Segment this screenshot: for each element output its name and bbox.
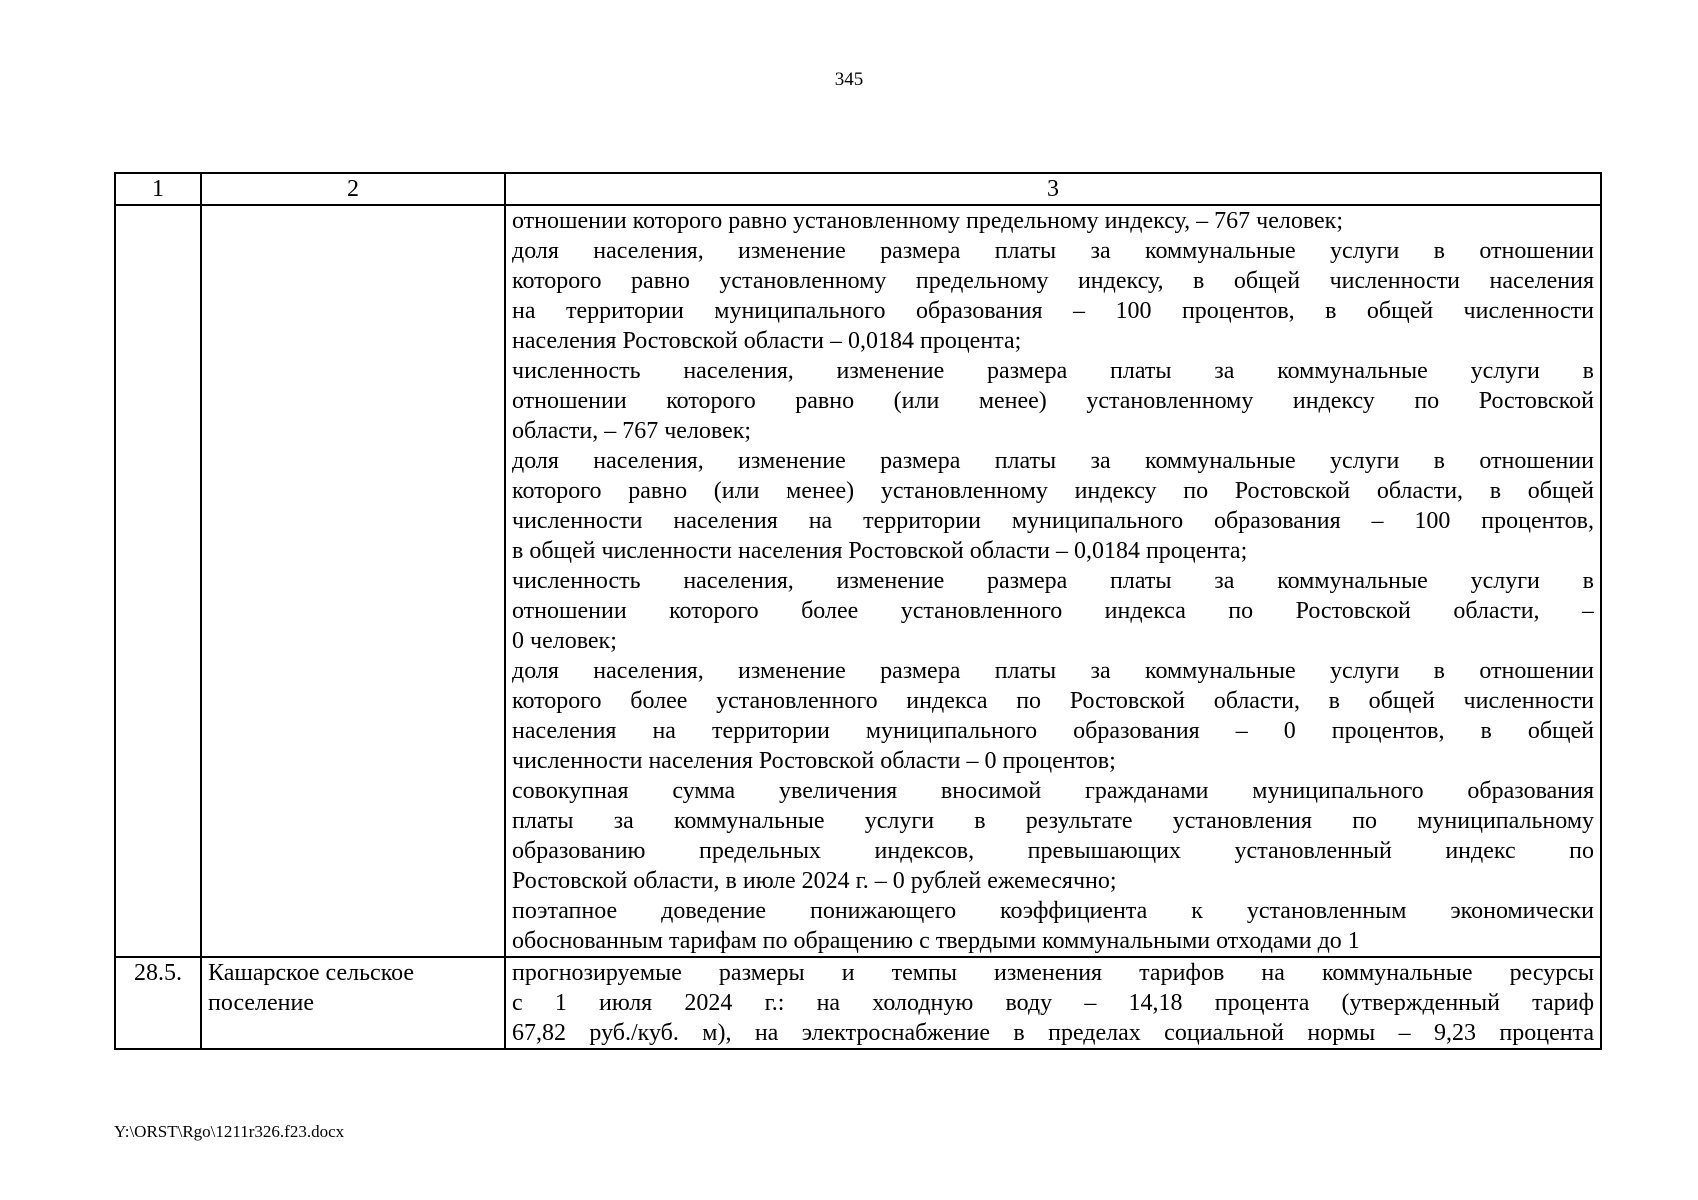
text-line: которого более установленного индекса по Ростовской области, в общей численности xyxy=(512,688,1594,714)
row-text-cell xyxy=(505,957,1601,1049)
header-cell-3: 3 xyxy=(505,173,1601,205)
file-path-footer: Y:\ORST\Rgo\1211r326.f23.docx xyxy=(114,1122,345,1141)
text-line: доля населения, изменение размера платы за коммунальные услуги в отношении xyxy=(512,658,1594,684)
row-text-cell xyxy=(505,205,1601,957)
page-number: 345 xyxy=(834,69,864,90)
text-line: численности населения Ростовской области – 0 процентов; xyxy=(512,748,1116,774)
document-table xyxy=(114,172,1602,1050)
text-line: доля населения, изменение размера платы за коммунальные услуги в отношении xyxy=(512,448,1594,474)
text-line: с 1 июля 2024 г.: на холодную воду – 14,18 процента (утвержденный тариф xyxy=(512,990,1594,1016)
text-line: доля населения, изменение размера платы за коммунальные услуги в отношении xyxy=(512,238,1594,264)
text-line: населения на территории муниципального образования – 0 процентов, в общей xyxy=(512,718,1594,744)
text-line: численность населения, изменение размера платы за коммунальные услуги в xyxy=(512,568,1594,594)
row-number-cell: 28.5. xyxy=(115,957,201,1049)
text-line: в общей численности населения Ростовской области – 0,0184 процента; xyxy=(512,538,1248,564)
text-line: которого равно (или менее) установленному индексу по Ростовской области, в общей xyxy=(512,478,1594,504)
text-line: населения Ростовской области – 0,0184 процента; xyxy=(512,328,1022,354)
settlement-name-cell: Кашарское сельское поселение xyxy=(201,957,505,1049)
text-line: отношении которого равно (или менее) установленному индексу по Ростовской xyxy=(512,388,1594,414)
text-line: отношении которого равно установленному предельному индексу, – 767 человек; xyxy=(512,208,1343,234)
header-cell-2: 2 xyxy=(201,173,505,205)
text-line: обоснованным тарифам по обращению с твердыми коммунальными отходами до 1 xyxy=(512,928,1360,954)
text-line: на территории муниципального образования – 100 процентов, в общей численности xyxy=(512,298,1594,324)
text-line: поэтапное доведение понижающего коэффициента к установленным экономически xyxy=(512,898,1594,924)
row-number-cell xyxy=(115,205,201,957)
text-line: отношении которого более установленного индекса по Ростовской области, – xyxy=(512,598,1594,624)
text-line: 67,82 руб./куб. м), на электроснабжение в пределах социальной нормы – 9,23 процента xyxy=(512,1020,1594,1046)
table-row-continuation xyxy=(115,205,1601,957)
row-name-cell xyxy=(201,205,505,957)
continuation-text xyxy=(512,206,1594,956)
text-line: которого равно установленному предельному индексу, в общей численности населения xyxy=(512,268,1594,294)
text-line: совокупная сумма увеличения вносимой гражданами муниципального образования xyxy=(512,778,1594,804)
table-row-28-5 xyxy=(115,957,1601,1049)
text-line: области, – 767 человек; xyxy=(512,418,752,444)
text-line: образованию предельных индексов, превышающих установленный индекс по xyxy=(512,838,1594,864)
header-cell-1: 1 xyxy=(115,173,201,205)
text-line: 0 человек; xyxy=(512,628,617,654)
tariff-forecast-text xyxy=(512,958,1594,1048)
text-line: Ростовской области, в июле 2024 г. – 0 рублей ежемесячно; xyxy=(512,868,1117,894)
text-line: численности населения на территории муниципального образования – 100 процентов, xyxy=(512,508,1594,534)
text-line: численность населения, изменение размера платы за коммунальные услуги в xyxy=(512,358,1594,384)
table-header-row xyxy=(115,173,1601,205)
text-line: прогнозируемые размеры и темпы изменения тарифов на коммунальные ресурсы xyxy=(512,960,1594,986)
text-line: платы за коммунальные услуги в результате установления по муниципальному xyxy=(512,808,1594,834)
